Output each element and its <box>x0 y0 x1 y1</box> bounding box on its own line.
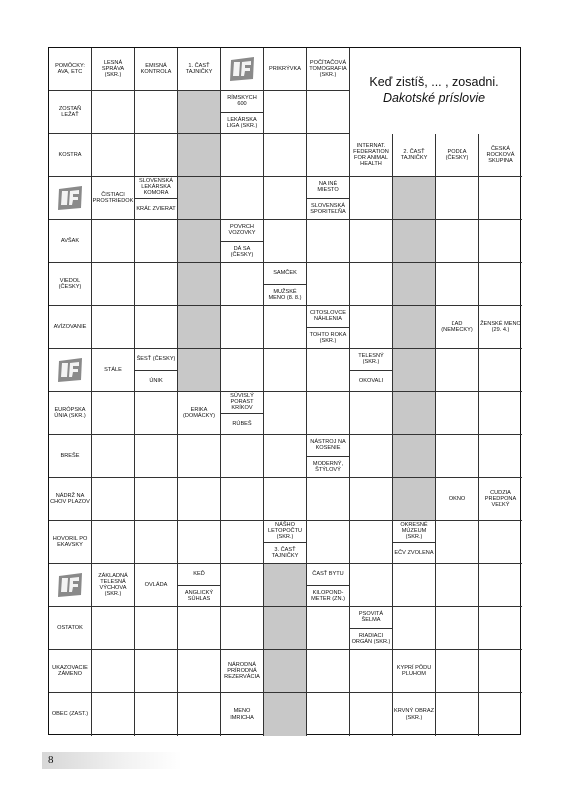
answer-cell <box>92 478 135 521</box>
answer-cell <box>307 478 350 521</box>
clue-cell <box>49 478 92 521</box>
answer-cell <box>307 693 350 736</box>
shaded-cell <box>264 564 307 607</box>
answer-cell <box>436 435 479 478</box>
answer-cell <box>264 134 307 177</box>
clue-text: OBEC (ZAST.) <box>51 711 89 718</box>
answer-cell <box>92 134 135 177</box>
answer-cell <box>479 521 522 564</box>
shaded-cell <box>178 220 221 263</box>
answer-cell <box>92 220 135 263</box>
answer-cell <box>436 607 479 650</box>
clue-cell <box>350 607 393 650</box>
clue-text: PSOVITÁ ŠELMA <box>358 611 384 624</box>
clue-text: ZÁKLADNÁ TELESNÁ VÝCHOVA (SKR.) <box>98 572 128 598</box>
answer-cell <box>92 650 135 693</box>
LF-logo-icon <box>49 349 91 391</box>
clue-text: SAMČEK <box>273 270 297 277</box>
proverb-block <box>348 47 520 133</box>
clue-cell <box>49 220 92 263</box>
clue-cell <box>479 134 522 177</box>
answer-cell <box>436 349 479 392</box>
clue-text: EURÓPSKA ÚNIA (SKR.) <box>54 406 86 419</box>
clue-cell <box>307 48 350 91</box>
clue-text: ZOSTAŇ LEŽAŤ <box>58 105 82 118</box>
answer-cell <box>135 650 178 693</box>
clue-text: AVÍZOVANIE <box>53 323 87 330</box>
answer-cell <box>264 220 307 263</box>
clue-text: PODĽA (ČESKY) <box>445 148 469 161</box>
answer-cell <box>350 435 393 478</box>
answer-cell <box>350 220 393 263</box>
clue-text: CUDZIA PREDPONA VEĽKÝ <box>484 489 517 509</box>
clue-text: 3. ČASŤ TAJNIČKY <box>264 542 306 564</box>
answer-cell <box>178 607 221 650</box>
clue-cell <box>135 177 178 220</box>
answer-cell <box>479 349 522 392</box>
shaded-cell <box>393 220 436 263</box>
answer-cell <box>307 607 350 650</box>
clue-cell <box>479 478 522 521</box>
answer-cell <box>479 177 522 220</box>
clue-text: ŠESŤ (ČESKY) <box>136 356 176 363</box>
clue-text: NÁŠHO LETOPOČTU (SKR.) <box>267 521 303 541</box>
answer-cell <box>221 349 264 392</box>
answer-cell <box>307 220 350 263</box>
shaded-cell <box>178 177 221 220</box>
clue-cell <box>92 48 135 91</box>
answer-cell <box>264 478 307 521</box>
answer-cell <box>92 693 135 736</box>
answer-cell <box>479 607 522 650</box>
clue-cell <box>221 693 264 736</box>
crossword-grid <box>48 47 521 735</box>
logo-cell <box>49 177 92 220</box>
shaded-cell <box>393 349 436 392</box>
clue-text: POMÔCKY: AVA, ETC <box>55 62 85 75</box>
clue-text: ÚNIK <box>135 370 177 392</box>
answer-cell <box>92 263 135 306</box>
clue-cell <box>49 263 92 306</box>
shaded-cell <box>393 177 436 220</box>
clue-text: TOHTO ROKA (SKR.) <box>307 327 349 349</box>
shaded-cell <box>264 607 307 650</box>
clue-text: OVLÁDA <box>144 581 168 588</box>
clue-cell <box>49 48 92 91</box>
answer-cell <box>264 177 307 220</box>
answer-cell <box>221 435 264 478</box>
answer-cell <box>436 693 479 736</box>
shaded-cell <box>393 263 436 306</box>
answer-cell <box>264 91 307 134</box>
clue-text: UKAZOVACIE ZÁMENO <box>52 664 88 677</box>
answer-cell <box>221 306 264 349</box>
clue-cell <box>221 650 264 693</box>
answer-cell <box>135 521 178 564</box>
clue-cell <box>221 220 264 263</box>
answer-cell <box>135 392 178 435</box>
logo-cell <box>49 349 92 392</box>
logo-cell <box>221 48 264 91</box>
answer-cell <box>393 607 436 650</box>
clue-text: MUŽSKÉ MENO (8. 8.) <box>264 284 306 306</box>
clue-cell <box>49 392 92 435</box>
answer-cell <box>307 650 350 693</box>
clue-text: RIADIACI ORGÁN (SKR.) <box>350 628 392 650</box>
clue-text: ERIKA (DOMÁCKY) <box>182 406 215 419</box>
answer-cell <box>221 607 264 650</box>
clue-text: KRVNÝ OBRAZ (SKR.) <box>394 708 434 721</box>
clue-cell <box>49 693 92 736</box>
clue-cell <box>178 48 221 91</box>
answer-cell <box>178 435 221 478</box>
answer-cell <box>264 306 307 349</box>
answer-cell <box>436 392 479 435</box>
answer-cell <box>92 306 135 349</box>
clue-cell <box>49 607 92 650</box>
answer-cell <box>350 263 393 306</box>
clue-text: OSTATOK <box>57 624 83 631</box>
clue-cell <box>436 306 479 349</box>
clue-text: HOVORIL PO EKAVSKY <box>52 535 88 548</box>
clue-text: PRIKRÝVKA <box>268 65 302 72</box>
answer-cell <box>307 134 350 177</box>
shaded-cell <box>393 435 436 478</box>
clue-cell <box>436 478 479 521</box>
clue-cell <box>264 263 307 306</box>
clue-text: AVŠAK <box>60 237 80 244</box>
clue-text: INTERNAT. FEDERATION FOR ANIMAL HEALTH <box>353 142 389 168</box>
answer-cell <box>221 177 264 220</box>
clue-cell <box>307 306 350 349</box>
answer-cell <box>92 392 135 435</box>
answer-cell <box>350 306 393 349</box>
clue-text: LESNÁ SPRÁVA (SKR.) <box>101 59 125 79</box>
clue-text: OKNO <box>448 495 466 502</box>
clue-text: TELESNÝ (SKR.) <box>358 353 384 366</box>
LF-logo-icon <box>221 48 263 90</box>
answer-cell <box>350 521 393 564</box>
clue-text: ĽAD (NEMECKY) <box>441 320 473 333</box>
clue-text: ŽENSKÉ MENO (29. 4.) <box>480 320 521 333</box>
answer-cell <box>307 91 350 134</box>
answer-cell <box>479 263 522 306</box>
answer-cell <box>264 349 307 392</box>
shaded-cell <box>393 478 436 521</box>
answer-cell <box>436 177 479 220</box>
clue-text: SÚVISLÝ PORAST KRÍKOV <box>230 392 254 412</box>
clue-cell <box>350 349 393 392</box>
answer-cell <box>479 564 522 607</box>
clue-text: ČASŤ BYTU <box>312 571 344 578</box>
clue-text: LEKÁRSKA LIGA (SKR.) <box>221 112 263 134</box>
answer-cell <box>307 521 350 564</box>
answer-cell <box>436 521 479 564</box>
clue-text: SLOVENSKÁ SPORITEĽŇA <box>307 198 349 220</box>
clue-cell <box>49 435 92 478</box>
answer-cell <box>436 220 479 263</box>
clue-text: KOSTRA <box>58 151 82 158</box>
answer-cell <box>92 435 135 478</box>
clue-text: POVRCH VOZOVKY <box>228 224 256 237</box>
answer-cell <box>92 91 135 134</box>
shaded-cell <box>178 306 221 349</box>
shaded-cell <box>264 650 307 693</box>
clue-text: ČESKÁ ROCKOVÁ SKUPINA <box>486 145 515 165</box>
answer-cell <box>436 564 479 607</box>
clue-text: DÁ SA (ČESKY) <box>221 241 263 263</box>
clue-cell <box>393 650 436 693</box>
answer-cell <box>221 564 264 607</box>
clue-text: 2. ČASŤ TAJNIČKY <box>400 148 428 161</box>
answer-cell <box>350 392 393 435</box>
clue-cell <box>178 392 221 435</box>
clue-cell <box>92 177 135 220</box>
answer-cell <box>264 435 307 478</box>
clue-cell <box>92 349 135 392</box>
clue-text: ČISTIACI PROSTRIEDOK <box>92 191 134 204</box>
page-number: 8 <box>48 754 54 766</box>
clue-cell <box>264 521 307 564</box>
LF-logo-icon <box>49 564 91 606</box>
answer-cell <box>479 435 522 478</box>
answer-cell <box>479 220 522 263</box>
clue-cell <box>49 134 92 177</box>
answer-cell <box>135 263 178 306</box>
answer-cell <box>92 607 135 650</box>
clue-text: MENO IMRICHA <box>230 708 254 721</box>
answer-cell <box>92 521 135 564</box>
clue-text: 1. ČASŤ TAJNIČKY <box>185 62 213 75</box>
answer-cell <box>307 392 350 435</box>
answer-cell <box>135 693 178 736</box>
clue-cell <box>307 177 350 220</box>
clue-cell <box>350 134 393 177</box>
clue-text: VIEDOL (ČESKY) <box>58 277 82 290</box>
clue-text: RÚBEŠ <box>221 413 263 435</box>
clue-text: POČÍTAČOVÁ TOMOGRAFIA (SKR.) <box>309 59 347 79</box>
shaded-cell <box>178 134 221 177</box>
answer-cell <box>350 478 393 521</box>
clue-cell <box>49 91 92 134</box>
clue-cell <box>393 693 436 736</box>
clue-cell <box>221 392 264 435</box>
clue-cell <box>479 306 522 349</box>
answer-cell <box>350 693 393 736</box>
proverb-text: Keď zistíš, ... , zosadni. <box>369 75 499 89</box>
shaded-cell <box>264 693 307 736</box>
shaded-cell <box>178 349 221 392</box>
clue-cell <box>49 306 92 349</box>
answer-cell <box>135 134 178 177</box>
answer-cell <box>350 650 393 693</box>
clue-text: KRÁĽ ZVIERAT <box>135 198 177 220</box>
page-footer <box>42 752 182 769</box>
proverb-source: Dakotské príslovie <box>382 91 486 105</box>
clue-cell <box>393 134 436 177</box>
shaded-cell <box>178 263 221 306</box>
clue-text: MODERNÝ, ŠTÝLOVÝ <box>307 456 349 478</box>
clue-text: SLOVENSKÁ LEKÁRSKA KOMORA <box>139 177 173 197</box>
answer-cell <box>350 564 393 607</box>
logo-cell <box>49 564 92 607</box>
clue-text: KILOPOND-METER (ZN.) <box>307 585 349 607</box>
clue-text: NÁRODNÁ PRÍRODNÁ REZERVÁCIA <box>224 661 260 681</box>
answer-cell <box>135 220 178 263</box>
answer-cell <box>221 134 264 177</box>
clue-text: STÁLE <box>104 366 122 373</box>
clue-cell <box>135 564 178 607</box>
clue-cell <box>135 48 178 91</box>
answer-cell <box>221 521 264 564</box>
answer-cell <box>479 693 522 736</box>
shaded-cell <box>393 392 436 435</box>
answer-cell <box>479 650 522 693</box>
answer-cell <box>307 263 350 306</box>
clue-cell <box>92 564 135 607</box>
clue-text: RÍMSKYCH 600 <box>227 95 257 108</box>
clue-text: ANGLICKÝ SÚHLAS <box>178 585 220 607</box>
clue-cell <box>221 91 264 134</box>
answer-cell <box>350 177 393 220</box>
clue-cell <box>436 134 479 177</box>
answer-cell <box>135 91 178 134</box>
clue-text: OKRESNÉ MÚZEUM (SKR.) <box>400 521 428 541</box>
clue-text: KYPRÍ PÔDU PLUHOM <box>396 664 432 677</box>
clue-text: NA INÉ MIESTO <box>317 181 339 194</box>
shaded-cell <box>178 91 221 134</box>
answer-cell <box>135 306 178 349</box>
clue-text: EMISNÁ KONTROLA <box>140 62 172 75</box>
clue-cell <box>178 564 221 607</box>
clue-text: NÁDRŽ NA CHOV PLAZOV <box>50 492 90 505</box>
answer-cell <box>178 478 221 521</box>
answer-cell <box>178 693 221 736</box>
answer-cell <box>479 392 522 435</box>
answer-cell <box>178 650 221 693</box>
clue-text: CITOSLOVCE NÁHLENIA <box>310 310 346 323</box>
clue-cell <box>264 48 307 91</box>
clue-text: OKOVALI <box>350 370 392 392</box>
clue-cell <box>135 349 178 392</box>
answer-cell <box>264 392 307 435</box>
shaded-cell <box>393 306 436 349</box>
answer-cell <box>436 650 479 693</box>
answer-cell <box>436 263 479 306</box>
clue-cell <box>49 521 92 564</box>
clue-text: KEĎ <box>193 571 205 578</box>
clue-text: BREŠE <box>60 452 80 459</box>
clue-text: NÁSTROJ NA KOSENIE <box>310 439 346 452</box>
answer-cell <box>221 478 264 521</box>
answer-cell <box>307 349 350 392</box>
clue-cell <box>307 435 350 478</box>
clue-cell <box>49 650 92 693</box>
answer-cell <box>221 263 264 306</box>
LF-logo-icon <box>49 177 91 219</box>
answer-cell <box>178 521 221 564</box>
answer-cell <box>393 564 436 607</box>
clue-cell <box>307 564 350 607</box>
answer-cell <box>135 607 178 650</box>
answer-cell <box>135 478 178 521</box>
clue-cell <box>393 521 436 564</box>
answer-cell <box>135 435 178 478</box>
clue-text: EČV ZVOLENA <box>393 542 435 564</box>
